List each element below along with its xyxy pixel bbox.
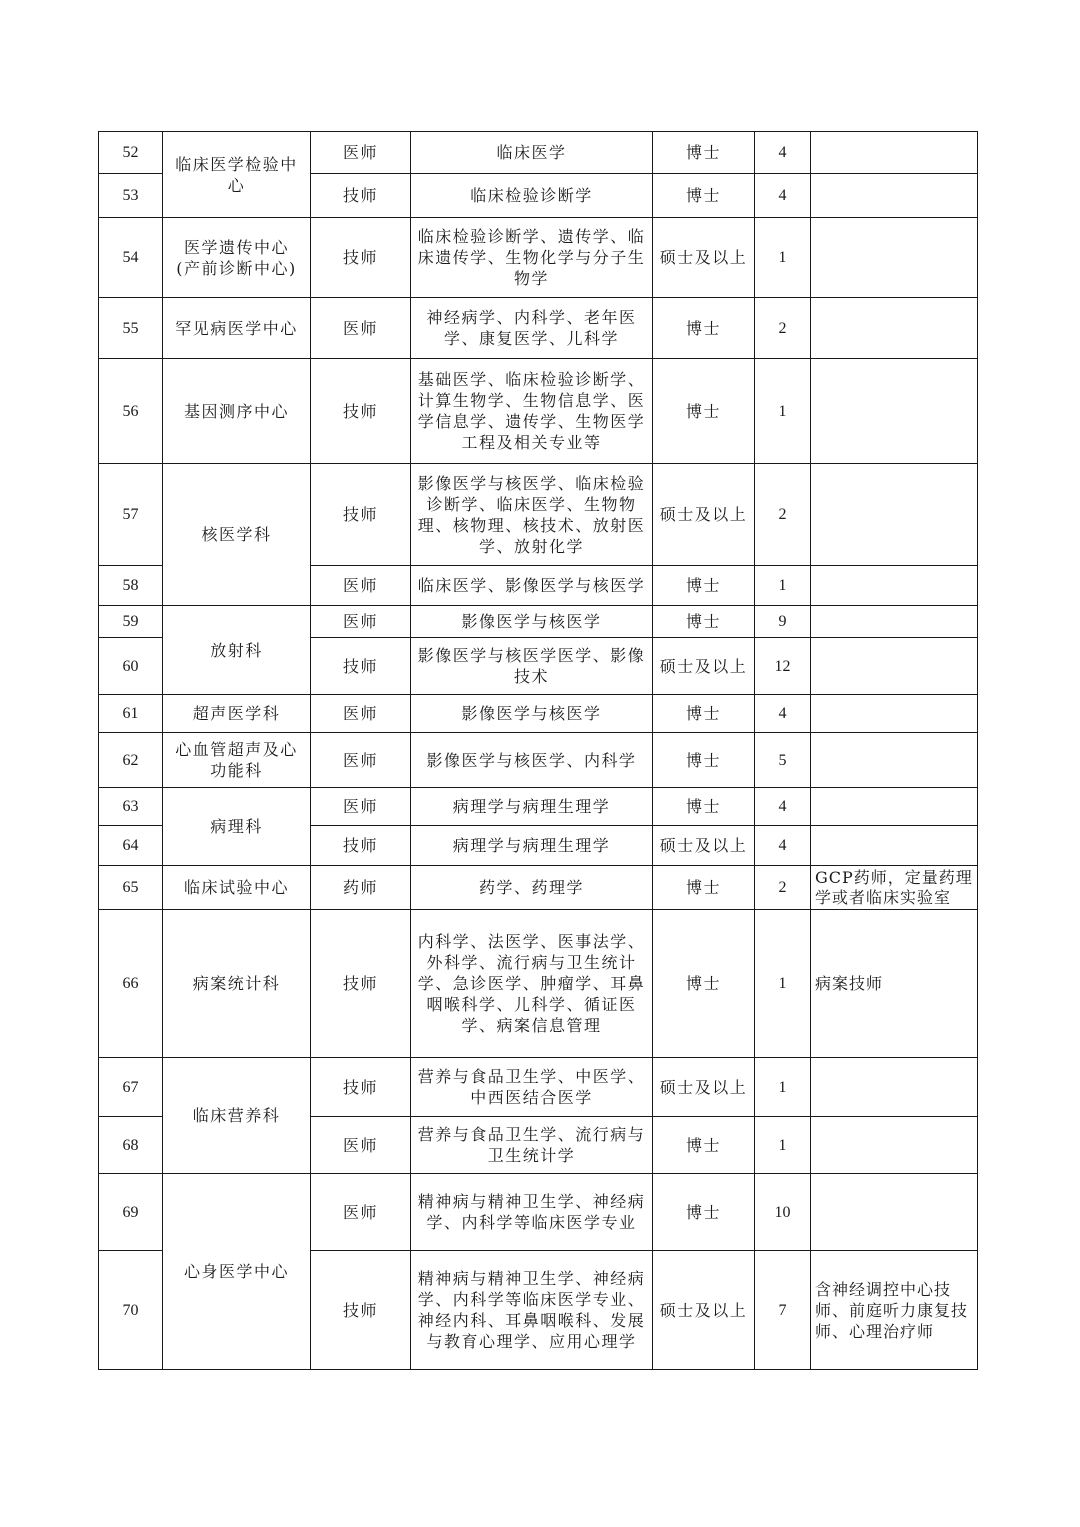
row-number: 59 [99,606,163,638]
headcount: 7 [755,1251,811,1370]
remarks [811,606,978,638]
headcount: 9 [755,606,811,638]
degree: 博士 [653,298,755,359]
position: 医师 [311,1174,411,1251]
recruitment-table [98,131,978,1370]
degree: 硕士及以上 [653,1058,755,1117]
remarks [811,132,978,174]
degree: 硕士及以上 [653,826,755,866]
degree: 博士 [653,733,755,788]
row-number: 63 [99,788,163,826]
department: 基因测序中心 [163,359,311,464]
position: 医师 [311,733,411,788]
headcount: 2 [755,464,811,566]
position: 技师 [311,826,411,866]
position: 技师 [311,464,411,566]
table-row [99,866,978,910]
major: 影像医学与核医学 [411,606,653,638]
department: 心身医学中心 [163,1174,311,1370]
major: 病理学与病理生理学 [411,826,653,866]
major: 病理学与病理生理学 [411,788,653,826]
position: 医师 [311,606,411,638]
position: 医师 [311,566,411,606]
remarks [811,733,978,788]
remarks [811,638,978,695]
row-number: 62 [99,733,163,788]
remarks [811,695,978,733]
headcount: 4 [755,132,811,174]
major: 影像医学与核医学 [411,695,653,733]
degree: 博士 [653,132,755,174]
headcount: 4 [755,174,811,218]
major: 精神病与精神卫生学、神经病学、内科学等临床医学专业、神经内科、耳鼻咽喉科、发展与教育心理学、应用心理学 [411,1251,653,1370]
degree: 博士 [653,910,755,1058]
degree: 博士 [653,606,755,638]
degree: 博士 [653,695,755,733]
remarks [811,359,978,464]
position: 技师 [311,638,411,695]
position: 医师 [311,298,411,359]
table-row [99,464,978,566]
major: 影像医学与核医学医学、影像技术 [411,638,653,695]
remarks [811,788,978,826]
position: 技师 [311,218,411,298]
headcount: 1 [755,910,811,1058]
degree: 博士 [653,566,755,606]
department: 病案统计科 [163,910,311,1058]
row-number: 65 [99,866,163,910]
table-row [99,910,978,1058]
department: 核医学科 [163,464,311,606]
major: 神经病学、内科学、老年医学、康复医学、儿科学 [411,298,653,359]
degree: 博士 [653,788,755,826]
row-number: 69 [99,1174,163,1251]
department: 临床试验中心 [163,866,311,910]
headcount: 10 [755,1174,811,1251]
major: 临床医学 [411,132,653,174]
row-number: 52 [99,132,163,174]
degree: 博士 [653,1174,755,1251]
major: 精神病与精神卫生学、神经病学、内科学等临床医学专业 [411,1174,653,1251]
major: 营养与食品卫生学、流行病与卫生统计学 [411,1117,653,1174]
headcount: 1 [755,566,811,606]
table-row [99,1058,978,1117]
table-row [99,606,978,638]
position: 技师 [311,910,411,1058]
headcount: 1 [755,1117,811,1174]
headcount: 1 [755,359,811,464]
row-number: 70 [99,1251,163,1370]
table-row [99,218,978,298]
row-number: 55 [99,298,163,359]
remarks [811,174,978,218]
row-number: 58 [99,566,163,606]
position: 技师 [311,174,411,218]
table-row [99,788,978,826]
degree: 博士 [653,174,755,218]
headcount: 5 [755,733,811,788]
remarks [811,1174,978,1251]
remarks [811,566,978,606]
table-row [99,733,978,788]
headcount: 12 [755,638,811,695]
department: 病理科 [163,788,311,866]
remarks [811,298,978,359]
row-number: 57 [99,464,163,566]
degree: 硕士及以上 [653,1251,755,1370]
major: 基础医学、临床检验诊断学、计算生物学、生物信息学、医学信息学、遗传学、生物医学工程及相关专业等 [411,359,653,464]
department: 心血管超声及心功能科 [163,733,311,788]
degree: 博士 [653,1117,755,1174]
table-row [99,1174,978,1251]
table-row [99,359,978,464]
major: 内科学、法医学、医事法学、外科学、流行病与卫生统计学、急诊医学、肿瘤学、耳鼻咽喉科学、儿科学、循证医学、病案信息管理 [411,910,653,1058]
remarks [811,218,978,298]
degree: 硕士及以上 [653,638,755,695]
remarks: GCP药师，定量药理学或者临床实验室 [811,866,978,910]
remarks [811,464,978,566]
row-number: 61 [99,695,163,733]
remarks [811,1117,978,1174]
department: 临床医学检验中心 [163,132,311,218]
major: 药学、药理学 [411,866,653,910]
headcount: 1 [755,1058,811,1117]
major: 影像医学与核医学、临床检验诊断学、临床医学、生物物理、核物理、核技术、放射医学、放射化学 [411,464,653,566]
remarks: 含神经调控中心技师、前庭听力康复技师、心理治疗师 [811,1251,978,1370]
department: 超声医学科 [163,695,311,733]
degree: 硕士及以上 [653,464,755,566]
major: 临床医学、影像医学与核医学 [411,566,653,606]
position: 医师 [311,1117,411,1174]
table-row [99,298,978,359]
position: 药师 [311,866,411,910]
table-row [99,695,978,733]
row-number: 56 [99,359,163,464]
department: 医学遗传中心 (产前诊断中心) [163,218,311,298]
headcount: 4 [755,788,811,826]
position: 医师 [311,695,411,733]
table-row [99,132,978,174]
major: 营养与食品卫生学、中医学、中西医结合医学 [411,1058,653,1117]
remarks [811,826,978,866]
position: 技师 [311,1058,411,1117]
position: 技师 [311,1251,411,1370]
headcount: 4 [755,826,811,866]
degree: 博士 [653,359,755,464]
row-number: 53 [99,174,163,218]
major: 临床检验诊断学 [411,174,653,218]
row-number: 66 [99,910,163,1058]
row-number: 60 [99,638,163,695]
headcount: 2 [755,298,811,359]
position: 医师 [311,788,411,826]
headcount: 2 [755,866,811,910]
position: 技师 [311,359,411,464]
department: 放射科 [163,606,311,695]
row-number: 68 [99,1117,163,1174]
row-number: 54 [99,218,163,298]
degree: 博士 [653,866,755,910]
major: 临床检验诊断学、遗传学、临床遗传学、生物化学与分子生物学 [411,218,653,298]
row-number: 67 [99,1058,163,1117]
department: 临床营养科 [163,1058,311,1174]
degree: 硕士及以上 [653,218,755,298]
remarks [811,1058,978,1117]
remarks: 病案技师 [811,910,978,1058]
headcount: 1 [755,218,811,298]
position: 医师 [311,132,411,174]
row-number: 64 [99,826,163,866]
headcount: 4 [755,695,811,733]
major: 影像医学与核医学、内科学 [411,733,653,788]
department: 罕见病医学中心 [163,298,311,359]
